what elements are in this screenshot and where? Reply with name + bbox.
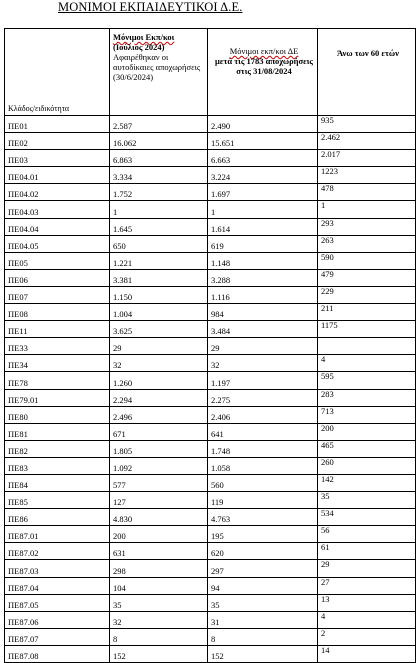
over-60-count-cell: 1175: [318, 321, 416, 338]
specialty-cell: ΠΕ87.01: [5, 526, 110, 543]
after-retirement-count-cell: 195: [208, 526, 318, 543]
over-60-count-cell: 29: [318, 560, 416, 577]
after-retirement-count-cell: 2.406: [208, 406, 318, 423]
table-row: [5, 304, 416, 321]
over-60-count-cell: 260: [318, 457, 416, 474]
table-row: [5, 269, 416, 286]
over-60-count-cell: 35: [318, 492, 416, 509]
table-row: [5, 235, 416, 252]
after-retirement-count-cell: 619: [208, 235, 318, 252]
specialty-cell: ΠΕ85: [5, 492, 110, 509]
table-row: [5, 252, 416, 269]
july-count-cell: 1.150: [110, 286, 208, 303]
after-retirement-count-cell: 3.484: [208, 321, 318, 338]
july-count-cell: 1.092: [110, 457, 208, 474]
page-title: ΜΟΝΙΜΟΙ ΕΚΠΑΙΔΕΥΤΙΚΟΙ Δ.Ε.: [58, 0, 243, 14]
specialty-cell: ΠΕ34: [5, 355, 110, 372]
table-row: [5, 116, 416, 133]
over-60-count-cell: 14: [318, 645, 416, 662]
specialty-cell: ΠΕ87.02: [5, 543, 110, 560]
header-specialty: Κλάδος/ειδικότητα: [5, 29, 110, 116]
table-row: [5, 167, 416, 184]
after-retirement-count-cell: 2.275: [208, 389, 318, 406]
over-60-count-cell: 478: [318, 184, 416, 201]
specialty-cell: ΠΕ82: [5, 440, 110, 457]
specialty-cell: ΠΕ04.05: [5, 235, 110, 252]
over-60-count-cell: 13: [318, 594, 416, 611]
after-retirement-count-cell: 620: [208, 543, 318, 560]
july-count-cell: 631: [110, 543, 208, 560]
july-count-cell: 32: [110, 355, 208, 372]
table-row: [5, 184, 416, 201]
specialty-cell: ΠΕ87.03: [5, 560, 110, 577]
july-count-cell: 6.863: [110, 150, 208, 167]
after-retirement-count-cell: 1.197: [208, 372, 318, 389]
table-row: [5, 133, 416, 150]
july-count-cell: 16.062: [110, 133, 208, 150]
over-60-count-cell: 935: [318, 116, 416, 133]
over-60-count-cell: 283: [318, 389, 416, 406]
july-count-cell: 200: [110, 526, 208, 543]
july-count-cell: 152: [110, 645, 208, 662]
july-count-cell: 29: [110, 338, 208, 355]
table-row: [5, 543, 416, 560]
july-count-cell: 104: [110, 577, 208, 594]
after-retirement-count-cell: 297: [208, 560, 318, 577]
after-retirement-count-cell: 1.614: [208, 218, 318, 235]
table-row: [5, 457, 416, 474]
specialty-cell: ΠΕ07: [5, 286, 110, 303]
table-row: [5, 355, 416, 372]
specialty-cell: ΠΕ87.05: [5, 594, 110, 611]
table-row: [5, 474, 416, 491]
header-after-line1: Μόνιμοι εκπ/κοι ΔΕ: [229, 46, 299, 56]
july-count-cell: 2.496: [110, 406, 208, 423]
specialty-cell: ΠΕ78: [5, 372, 110, 389]
specialty-cell: ΠΕ08: [5, 304, 110, 321]
specialty-cell: ΠΕ79.01: [5, 389, 110, 406]
after-retirement-count-cell: 1.748: [208, 440, 318, 457]
over-60-count-cell: 293: [318, 218, 416, 235]
table-row: [5, 286, 416, 303]
july-count-cell: 650: [110, 235, 208, 252]
after-retirement-count-cell: 6.663: [208, 150, 318, 167]
over-60-count-cell: 211: [318, 304, 416, 321]
table-row: [5, 150, 416, 167]
specialty-cell: ΠΕ84: [5, 474, 110, 491]
after-retirement-count-cell: 3.288: [208, 269, 318, 286]
specialty-cell: ΠΕ11: [5, 321, 110, 338]
july-count-cell: 577: [110, 474, 208, 491]
over-60-count-cell: 4: [318, 611, 416, 628]
over-60-count-cell: 713: [318, 406, 416, 423]
table-row: [5, 423, 416, 440]
after-retirement-count-cell: 152: [208, 645, 318, 662]
specialty-cell: ΠΕ04.01: [5, 167, 110, 184]
specialty-cell: ΠΕ83: [5, 457, 110, 474]
table-row: [5, 406, 416, 423]
specialty-cell: ΠΕ03: [5, 150, 110, 167]
header-after-line2: μετά τις 1783 αποχωρήσεις στις 31/08/2024: [215, 56, 313, 76]
after-retirement-count-cell: 15.651: [208, 133, 318, 150]
over-60-count-cell: 263: [318, 235, 416, 252]
july-count-cell: 2.294: [110, 389, 208, 406]
july-count-cell: 1.645: [110, 218, 208, 235]
july-count-cell: 1.752: [110, 184, 208, 201]
july-count-cell: 127: [110, 492, 208, 509]
table-row: [5, 201, 416, 218]
after-retirement-count-cell: 641: [208, 423, 318, 440]
header-july-teachers: [110, 29, 208, 116]
over-60-count-cell: 4: [318, 355, 416, 372]
july-count-cell: 1.260: [110, 372, 208, 389]
after-retirement-count-cell: 119: [208, 492, 318, 509]
july-count-cell: 1.221: [110, 252, 208, 269]
july-count-cell: 1: [110, 201, 208, 218]
specialty-cell: ΠΕ81: [5, 423, 110, 440]
after-retirement-count-cell: 1.116: [208, 286, 318, 303]
table-row: [5, 594, 416, 611]
over-60-count-cell: 1: [318, 201, 416, 218]
july-count-cell: 3.334: [110, 167, 208, 184]
over-60-count-cell: 465: [318, 440, 416, 457]
july-count-cell: 3.625: [110, 321, 208, 338]
over-60-count-cell: 2: [318, 628, 416, 645]
table-row: [5, 321, 416, 338]
after-retirement-count-cell: 94: [208, 577, 318, 594]
july-count-cell: 8: [110, 628, 208, 645]
after-retirement-count-cell: 1.058: [208, 457, 318, 474]
after-retirement-count-cell: 984: [208, 304, 318, 321]
specialty-cell: ΠΕ02: [5, 133, 110, 150]
table-row: [5, 526, 416, 543]
over-60-count-cell: 479: [318, 269, 416, 286]
july-count-cell: 32: [110, 611, 208, 628]
specialty-cell: ΠΕ87.07: [5, 628, 110, 645]
over-60-count-cell: 200: [318, 423, 416, 440]
header-after-retirements: [208, 29, 318, 116]
after-retirement-count-cell: 4.763: [208, 509, 318, 526]
over-60-count-cell: 2.017: [318, 150, 416, 167]
specialty-cell: ΠΕ04.04: [5, 218, 110, 235]
over-60-count-cell: 61: [318, 543, 416, 560]
table-row: [5, 440, 416, 457]
july-count-cell: 2.587: [110, 116, 208, 133]
july-count-cell: 298: [110, 560, 208, 577]
specialty-cell: ΠΕ87.06: [5, 611, 110, 628]
over-60-count-cell: 595: [318, 372, 416, 389]
specialty-cell: ΠΕ01: [5, 116, 110, 133]
table-header-row: [5, 29, 416, 116]
after-retirement-count-cell: 31: [208, 611, 318, 628]
specialty-cell: ΠΕ87.08: [5, 645, 110, 662]
table-row: [5, 372, 416, 389]
after-retirement-count-cell: 2.490: [208, 116, 318, 133]
table-row: [5, 509, 416, 526]
table-row: [5, 645, 416, 662]
specialty-cell: ΠΕ80: [5, 406, 110, 423]
after-retirement-count-cell: 35: [208, 594, 318, 611]
after-retirement-count-cell: 1.148: [208, 252, 318, 269]
july-count-cell: 4.830: [110, 509, 208, 526]
over-60-count-cell: 2.462: [318, 133, 416, 150]
over-60-count-cell: 1223: [318, 167, 416, 184]
table-body: [5, 116, 416, 663]
specialty-cell: ΠΕ33: [5, 338, 110, 355]
july-count-cell: 1.805: [110, 440, 208, 457]
specialty-cell: ΠΕ87.04: [5, 577, 110, 594]
header-july-line3: Αφαιρέθηκαν οι αυτοδίκαιες αποχωρήσεις (30/6/2024): [113, 52, 201, 82]
table-row: [5, 218, 416, 235]
over-60-count-cell: 27: [318, 577, 416, 594]
after-retirement-count-cell: 3.224: [208, 167, 318, 184]
table-row: [5, 628, 416, 645]
table-row: [5, 560, 416, 577]
after-retirement-count-cell: 1.697: [208, 184, 318, 201]
teachers-table: [4, 28, 416, 663]
table-row: [5, 492, 416, 509]
specialty-cell: ΠΕ04.03: [5, 201, 110, 218]
over-60-count-cell: 229: [318, 286, 416, 303]
specialty-cell: ΠΕ05: [5, 252, 110, 269]
specialty-cell: ΠΕ04.02: [5, 184, 110, 201]
header-july-line1: Μόνιμοι Εκπ/κοι: [113, 32, 175, 42]
over-60-count-cell: [318, 338, 416, 355]
header-july-line2: (Ιούλιος 2024): [113, 42, 165, 52]
after-retirement-count-cell: 560: [208, 474, 318, 491]
after-retirement-count-cell: 32: [208, 355, 318, 372]
july-count-cell: 671: [110, 423, 208, 440]
over-60-count-cell: 590: [318, 252, 416, 269]
july-count-cell: 35: [110, 594, 208, 611]
specialty-cell: ΠΕ06: [5, 269, 110, 286]
after-retirement-count-cell: 1: [208, 201, 318, 218]
table-row: [5, 338, 416, 355]
after-retirement-count-cell: 8: [208, 628, 318, 645]
table-row: [5, 577, 416, 594]
july-count-cell: 3.381: [110, 269, 208, 286]
table-row: [5, 389, 416, 406]
july-count-cell: 1.004: [110, 304, 208, 321]
over-60-count-cell: 534: [318, 509, 416, 526]
header-over-60: Άνω των 60 ετών: [318, 29, 416, 116]
after-retirement-count-cell: 29: [208, 338, 318, 355]
over-60-count-cell: 142: [318, 474, 416, 491]
over-60-count-cell: 56: [318, 526, 416, 543]
specialty-cell: ΠΕ86: [5, 509, 110, 526]
